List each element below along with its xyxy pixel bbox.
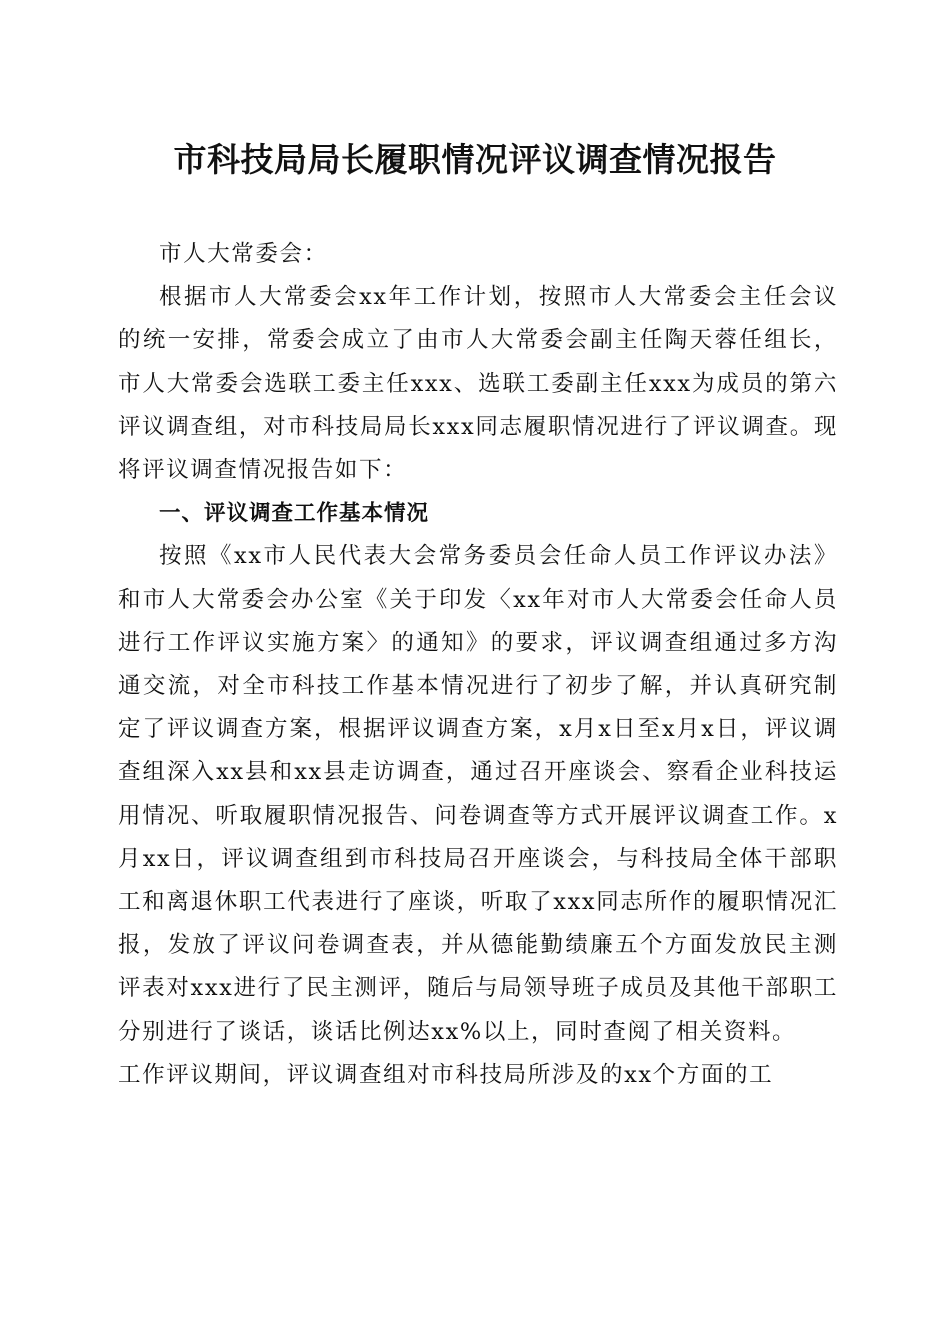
document-body	[118, 233, 838, 1097]
section-paragraph: 按照《xx市人民代表大会常务委员会任命人员工作评议办法》和市人大常委会办公室《关于印发〈xx年对市人大常委会任命人员进行工作评议实施方案〉的通知》的要求，评议调查组通过多方沟通交流，对全市科技工作基本情况进行了初步了解，并认真研究制定了评议调查方案，根据评议调查方案，x月x日至x月x日，评议调查组深入xx县和xx县走访调查，通过召开座谈会、察看企业科技运用情况、听取履职情况报告、问卷调查等方式开展评议调查工作。x月xx日，评议调查组到市科技局召开座谈会，与科技局全体干部职工和离退休职工代表进行了座谈，听取了xxx同志所作的履职情况汇报，发放了评议问卷调查表，并从德能勤绩廉五个方面发放民主测评表对xxx进行了民主测评，随后与局领导班子成员及其他干部职工分别进行了谈话，谈话比例达xx%以上，同时查阅了相关资料。	[118, 543, 838, 1045]
salutation: 市人大常委会：	[159, 241, 328, 267]
section-heading: 一、评议调查工作基本情况	[159, 501, 430, 527]
document-title: 市科技局局长履职情况评议调查情况报告	[173, 140, 777, 179]
intro-paragraph: 根据市人大常委会xx年工作计划，按照市人大常委会主任会议的统一安排，常委会成立了由市人大常委会副主任陶天蓉任组长，市人大常委会选联工委主任xxx、选联工委副主任xxx为成员的第六评议调查组，对市科技局局长xxx同志履职情况进行了评议调查。现将评议调查情况报告如下：	[118, 284, 838, 484]
section-paragraph-continued: 工作评议期间，评议调查组对市科技局所涉及的xx个方面的工	[118, 1061, 774, 1088]
